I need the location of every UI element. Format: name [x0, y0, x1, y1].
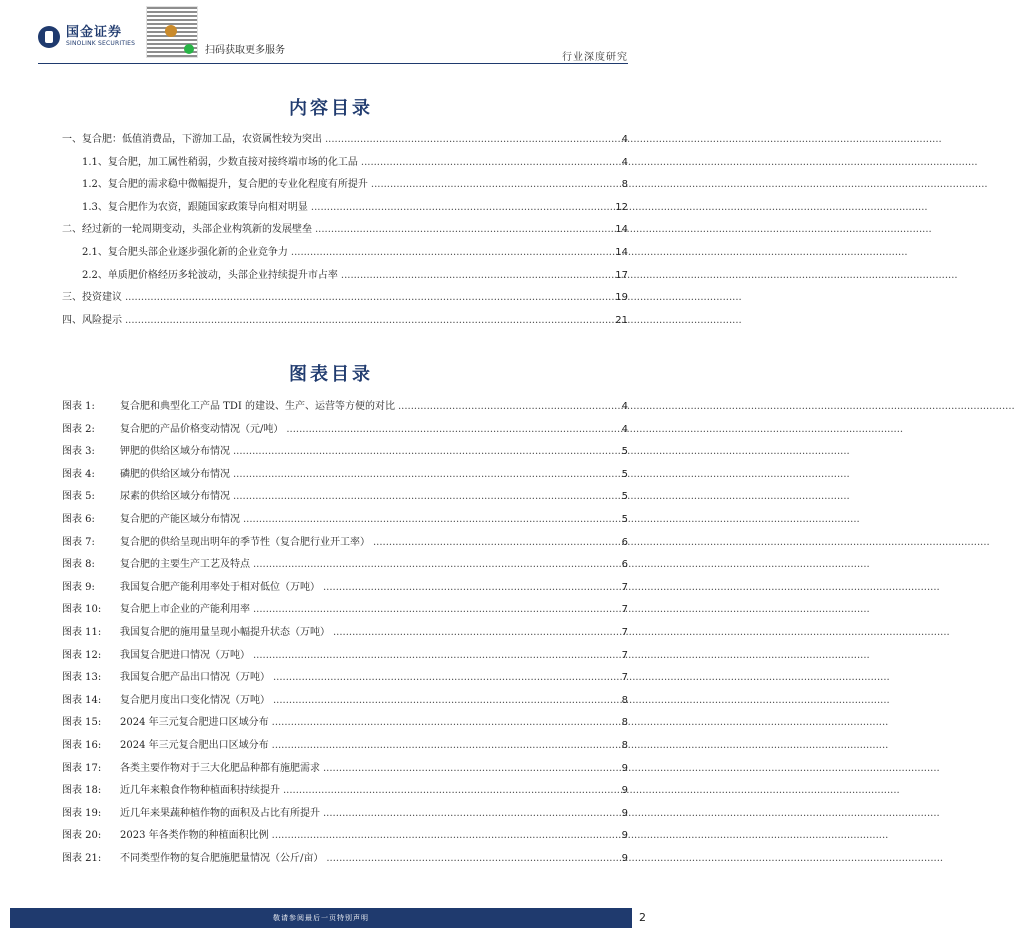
figure-entry-page: 9: [621, 807, 628, 819]
figure-entry-title: 尿素的供给区域分布情况: [120, 491, 230, 503]
figure-entry-page: 9: [621, 785, 628, 797]
figure-entry-title: 我国复合肥产品出口情况（万吨）: [120, 672, 270, 684]
figure-entry-number: 图表 9:: [62, 581, 95, 593]
leader-dots: [272, 740, 619, 751]
figure-entry-title: 2024 年三元复合肥出口区域分布: [120, 739, 269, 751]
figure-entry-text: [62, 713, 269, 728]
contents-entry-title: 三、投资建议: [62, 292, 122, 304]
figure-entry-text: [62, 555, 250, 570]
figure-entry-title: 复合肥的主要生产工艺及特点: [120, 559, 250, 571]
figure-entry-page: 4: [621, 401, 628, 412]
leader-dots: [233, 491, 619, 502]
leader-dots: [272, 830, 619, 841]
contents-entry-title: 2.1、复合肥头部企业逐步强化新的企业竞争力: [82, 246, 288, 258]
contents-entry-page: 4: [621, 134, 628, 145]
figure-entry-title: 磷肥的供给区域分布情况: [120, 468, 230, 480]
leader-dots: [323, 808, 619, 819]
figure-entry-page: 5: [621, 468, 628, 480]
logo-name-cn: 国金证券: [66, 25, 123, 40]
figure-entry-page: 9: [621, 830, 628, 842]
figure-entry-text: [62, 623, 330, 638]
figure-entry-page: 4: [621, 423, 628, 435]
figure-entry[interactable]: [62, 600, 628, 623]
contents-entry[interactable]: [62, 220, 628, 243]
figure-entry[interactable]: [62, 397, 628, 420]
figure-entry-text: [62, 759, 320, 774]
figure-entry-title: 我国复合肥的施用量呈现小幅提升状态（万吨）: [120, 626, 330, 638]
figure-entry-number: 图表 4:: [62, 468, 95, 480]
figure-entry-title: 近几年来粮食作物种植面积持续提升: [120, 785, 280, 797]
figure-entry-page: 9: [621, 852, 628, 864]
qr-center-logo-icon: [165, 25, 177, 37]
figure-entry-title: 复合肥月度出口变化情况（万吨）: [120, 694, 270, 706]
figure-entry-text: [62, 781, 280, 796]
figure-entry-text: [62, 691, 270, 706]
report-type-label: 行业深度研究: [562, 52, 628, 63]
contents-entry-page: 14: [615, 224, 628, 236]
leader-dots: [253, 604, 619, 615]
leader-dots: [333, 627, 619, 638]
contents-entry-page: 17: [615, 269, 628, 281]
leader-dots: [398, 401, 619, 412]
page-number: 2: [639, 911, 646, 924]
figure-entry-text: [62, 736, 269, 751]
contents-title: 内容目录: [289, 98, 373, 119]
figure-entry-page: 7: [621, 649, 628, 661]
figure-entry-text: [62, 668, 270, 683]
contents-entry-title: 1.3、复合肥作为农资，跟随国家政策导向相对明显: [82, 201, 308, 213]
leader-dots: [291, 247, 612, 258]
figure-entry-text: [62, 849, 323, 864]
figure-entry-title: 复合肥的产品价格变动情况（元/吨）: [120, 423, 284, 435]
leader-dots: [315, 224, 612, 235]
figure-entry[interactable]: [62, 826, 628, 849]
leader-dots: [253, 650, 619, 661]
figure-entry[interactable]: [62, 623, 628, 646]
figure-entry-number: 图表 5:: [62, 491, 95, 503]
figure-entry-page: 5: [621, 446, 628, 458]
figure-entry[interactable]: [62, 849, 628, 872]
figures-title: 图表目录: [289, 364, 373, 385]
figure-entry-text: [62, 804, 320, 819]
figure-entry-text: [62, 578, 320, 593]
figure-entry-text: [62, 600, 250, 615]
figure-entry-number: 图表 14:: [62, 694, 102, 706]
figure-entry-number: 图表 2:: [62, 423, 95, 435]
figure-entry-title: 我国复合肥产能利用率处于相对低位（万吨）: [120, 581, 320, 593]
contents-entry[interactable]: [62, 266, 628, 289]
contents-entry[interactable]: [62, 153, 628, 176]
contents-entry-page: 12: [615, 201, 628, 213]
contents-entry[interactable]: [62, 130, 628, 153]
figure-entry-page: 9: [621, 762, 628, 774]
figure-entry[interactable]: [62, 646, 628, 669]
figure-entry-title: 复合肥上市企业的产能利用率: [120, 604, 250, 616]
contents-entry[interactable]: [62, 175, 628, 198]
figure-entry-page: 6: [621, 536, 628, 548]
figure-entry-text: [62, 826, 269, 841]
figure-entry[interactable]: [62, 442, 628, 465]
leader-dots: [125, 315, 612, 326]
figure-entry-number: 图表 11:: [62, 626, 102, 638]
contents-entry-page: 4: [621, 156, 628, 168]
figure-entry[interactable]: [62, 487, 628, 510]
contents-entry-title: 一、复合肥：低值消费品，下游加工品，农资属性较为突出: [62, 134, 322, 145]
figure-entry[interactable]: [62, 533, 628, 556]
leader-dots: [361, 157, 619, 168]
figure-entry-title: 2023 年各类作物的种植面积比例: [120, 830, 269, 842]
leader-dots: [243, 514, 619, 525]
figure-entry-page: 8: [621, 694, 628, 706]
figure-entry-number: 图表 19:: [62, 807, 102, 819]
contents-entry[interactable]: [62, 243, 628, 266]
figure-entry-title: 复合肥和典型化工产品 TDI 的建设、生产、运营等方便的对比: [120, 401, 395, 412]
figure-entry-page: 7: [621, 672, 628, 684]
leader-dots: [273, 672, 619, 683]
leader-dots: [326, 853, 618, 864]
contents-entry[interactable]: [62, 311, 628, 334]
contents-entry-page: 21: [615, 314, 628, 326]
figure-entry-text: [62, 487, 230, 502]
logo-name-en: SINOLINK SECURITIES: [66, 40, 136, 47]
figure-entry-text: [62, 397, 395, 412]
figure-entry[interactable]: [62, 510, 628, 533]
figure-entry-title: 2024 年三元复合肥进口区域分布: [120, 717, 269, 729]
figure-entry-text: [62, 465, 230, 480]
figure-entry[interactable]: [62, 578, 628, 601]
figure-entry[interactable]: [62, 420, 628, 443]
figure-entry[interactable]: [62, 691, 628, 714]
figure-entry-number: 图表 12:: [62, 649, 102, 661]
figure-entry-title: 复合肥的产能区域分布情况: [120, 513, 240, 525]
figure-entry-text: [62, 420, 283, 435]
figure-entry-page: 5: [621, 513, 628, 525]
figure-entry[interactable]: [62, 759, 628, 782]
contents-entry-title: 二、经过新的一轮周期变动，头部企业构筑新的发展壁垒: [62, 224, 312, 236]
leader-dots: [233, 446, 619, 457]
figure-entry-text: [62, 533, 370, 548]
figure-entry-number: 图表 18:: [62, 785, 102, 797]
figure-entry-page: 6: [621, 559, 628, 571]
figure-entry-page: 8: [621, 717, 628, 729]
figure-entry-title: 不同类型作物的复合肥施肥量情况（公斤/亩）: [120, 852, 324, 864]
leader-dots: [253, 559, 619, 570]
footer-disclaimer: 敬请参阅最后一页特别声明: [10, 908, 632, 928]
figures-list: [62, 397, 628, 871]
figure-entry-number: 图表 20:: [62, 830, 102, 842]
leader-dots: [283, 785, 619, 796]
figure-entry[interactable]: [62, 736, 628, 759]
figure-entry-text: [62, 442, 230, 457]
figure-entry-number: 图表 6:: [62, 513, 95, 525]
contents-entry-title: 四、风险提示: [62, 314, 122, 326]
contents-entry-page: 8: [621, 179, 628, 191]
figure-entry-page: 5: [621, 491, 628, 503]
figure-entry[interactable]: [62, 713, 628, 736]
figure-entry-text: [62, 510, 240, 525]
figure-entry-title: 近几年来果蔬种植作物的面积及占比有所提升: [120, 807, 320, 819]
leader-dots: [311, 202, 612, 213]
figure-entry[interactable]: [62, 781, 628, 804]
leader-dots: [273, 695, 619, 706]
figure-entry-number: 图表 8:: [62, 559, 95, 571]
scan-prompt: 扫码获取更多服务: [205, 45, 285, 56]
contents-list: [62, 130, 628, 333]
figure-entry-page: 8: [621, 739, 628, 751]
figure-entry-number: 图表 15:: [62, 717, 102, 729]
contents-entry-title: 1.2、复合肥的需求稳中微幅提升，复合肥的专业化程度有所提升: [82, 179, 368, 191]
contents-entry-title: 2.2、单质肥价格经历多轮波动，头部企业持续提升市占率: [82, 269, 338, 281]
leader-dots: [373, 537, 619, 548]
figure-entry-number: 图表 7:: [62, 536, 95, 548]
figure-entry-title: 钾肥的供给区域分布情况: [120, 446, 230, 458]
contents-entry-page: 19: [615, 292, 628, 304]
figure-entry-number: 图表 13:: [62, 672, 102, 684]
figure-entry-text: [62, 646, 250, 661]
leader-dots: [341, 270, 612, 281]
leader-dots: [371, 179, 619, 190]
company-logo: [38, 26, 135, 48]
leader-dots: [323, 763, 619, 774]
leader-dots: [323, 582, 619, 593]
header-divider: [38, 63, 628, 64]
wechat-badge-icon: [184, 44, 194, 54]
figure-entry-number: 图表 17:: [62, 762, 102, 774]
figure-entry-number: 图表 1:: [62, 401, 95, 412]
figure-entry-page: 7: [621, 604, 628, 616]
figure-entry[interactable]: [62, 804, 628, 827]
contents-entry[interactable]: [62, 288, 628, 311]
leader-dots: [233, 469, 619, 480]
logo-mark-icon: [38, 26, 60, 48]
figure-entry[interactable]: [62, 465, 628, 488]
figure-entry-title: 我国复合肥进口情况（万吨）: [120, 649, 250, 661]
figure-entry-number: 图表 16:: [62, 739, 102, 751]
figure-entry-number: 图表 3:: [62, 446, 95, 458]
figure-entry[interactable]: [62, 555, 628, 578]
contents-entry-title: 1.1、复合肥，加工属性稍弱，少数直接对接终端市场的化工品: [82, 156, 358, 168]
figure-entry[interactable]: [62, 668, 628, 691]
figure-entry-number: 图表 10:: [62, 604, 102, 616]
contents-entry[interactable]: [62, 198, 628, 221]
leader-dots: [125, 292, 612, 303]
figure-entry-title: 各类主要作物对于三大化肥品种都有施肥需求: [120, 762, 320, 774]
figure-entry-number: 图表 21:: [62, 852, 102, 864]
figure-entry-page: 7: [621, 626, 628, 638]
contents-entry-page: 14: [615, 246, 628, 258]
leader-dots: [286, 424, 618, 435]
leader-dots: [272, 717, 619, 728]
figure-entry-page: 7: [621, 581, 628, 593]
figure-entry-title: 复合肥的供给呈现出明年的季节性（复合肥行业开工率）: [120, 536, 370, 548]
leader-dots: [325, 134, 619, 145]
